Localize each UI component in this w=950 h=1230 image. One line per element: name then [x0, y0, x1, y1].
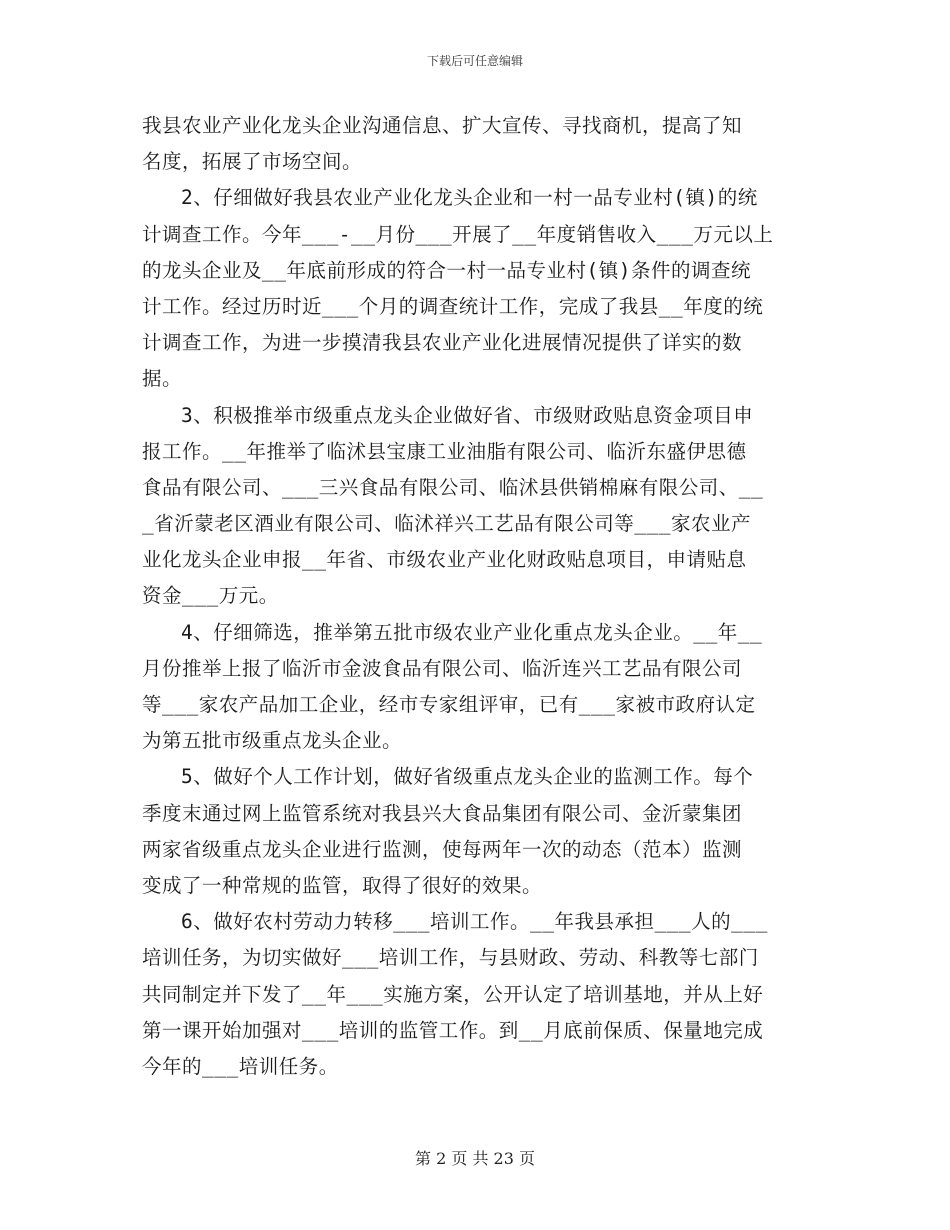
text-line: 5、做好个人工作计划，做好省级重点龙头企业的监测工作。每个	[181, 765, 754, 789]
text-line: 变成了一种常规的监管，取得了很好的效果。	[142, 873, 543, 897]
text-line: 业化龙头企业申报__年省、市级农业产业化财政贴息项目，申请贴息	[142, 548, 747, 572]
page-header: 下载后可任意编辑	[426, 54, 523, 68]
text-line: 为第五批市级重点龙头企业。	[142, 729, 403, 753]
text-line: 3、积极推举市级重点龙头企业做好省、市级财政贴息资金项目申	[181, 403, 754, 427]
text-line: 今年的___培训任务。	[142, 1054, 339, 1078]
text-line: 4、仔细筛选，推举第五批市级农业产业化重点龙头企业。__年__	[181, 620, 763, 644]
text-line: 报工作。__年推举了临沭县宝康工业油脂有限公司、临沂东盛伊思德	[142, 439, 747, 463]
text-line: 月份推举上报了临沂市金波食品有限公司、临沂连兴工艺品有限公司	[142, 656, 743, 680]
page-footer: 第 2 页 共 23 页	[415, 1149, 535, 1168]
document-body	[142, 108, 810, 1085]
text-line: 培训任务，为切实做好___培训工作，与县财政、劳动、科教等七部门	[142, 946, 759, 970]
text-line: 两家省级重点龙头企业进行监测，使每两年一次的动态（范本）监测	[142, 837, 743, 861]
text-line: 名度，拓展了市场空间。	[142, 150, 363, 174]
text-line: 等___家农产品加工企业，经市专家组评审，已有___家被市政府认定	[142, 693, 756, 716]
text-line: 2、仔细做好我县农业产业化龙头企业和一村一品专业村(镇)的统	[181, 186, 758, 210]
text-line: 的龙头企业及__年底前形成的符合一村一品专业村(镇)条件的调查统	[142, 258, 751, 282]
text-line: 我县农业产业化龙头企业沟通信息、扩大宣传、寻找商机，提高了知	[142, 114, 743, 137]
text-line: 食品有限公司、___三兴食品有限公司、临沭县供销棉麻有限公司、__	[142, 475, 764, 499]
text-line: 计调查工作。今年___-__月份___开展了__年度销售收入___万元以上	[142, 222, 774, 246]
text-line: 计调查工作，为进一步摸清我县农业产业化进展情况提供了详实的数	[142, 331, 743, 355]
text-line: 计工作。经过历时近___个月的调查统计工作，完成了我县__年度的统	[142, 294, 764, 318]
text-line: 第一课开始加强对___培训的监管工作。到__月底前保质、保量地完成	[142, 1018, 764, 1042]
text-line: _省沂蒙老区酒业有限公司、临沭祥兴工艺品有限公司等___家农业产	[142, 512, 751, 536]
text-line: 6、做好农村劳动力转移___培训工作。__年我县承担___人的___	[181, 910, 768, 934]
text-line: 资金___万元。	[142, 584, 279, 608]
text-line: 据。	[142, 367, 183, 391]
text-line: 季度末通过网上监管系统对我县兴大食品集团有限公司、金沂蒙集团	[142, 801, 743, 825]
text-line: 共同制定并下发了__年___实施方案，公开认定了培训基地，并从上好	[142, 982, 764, 1006]
